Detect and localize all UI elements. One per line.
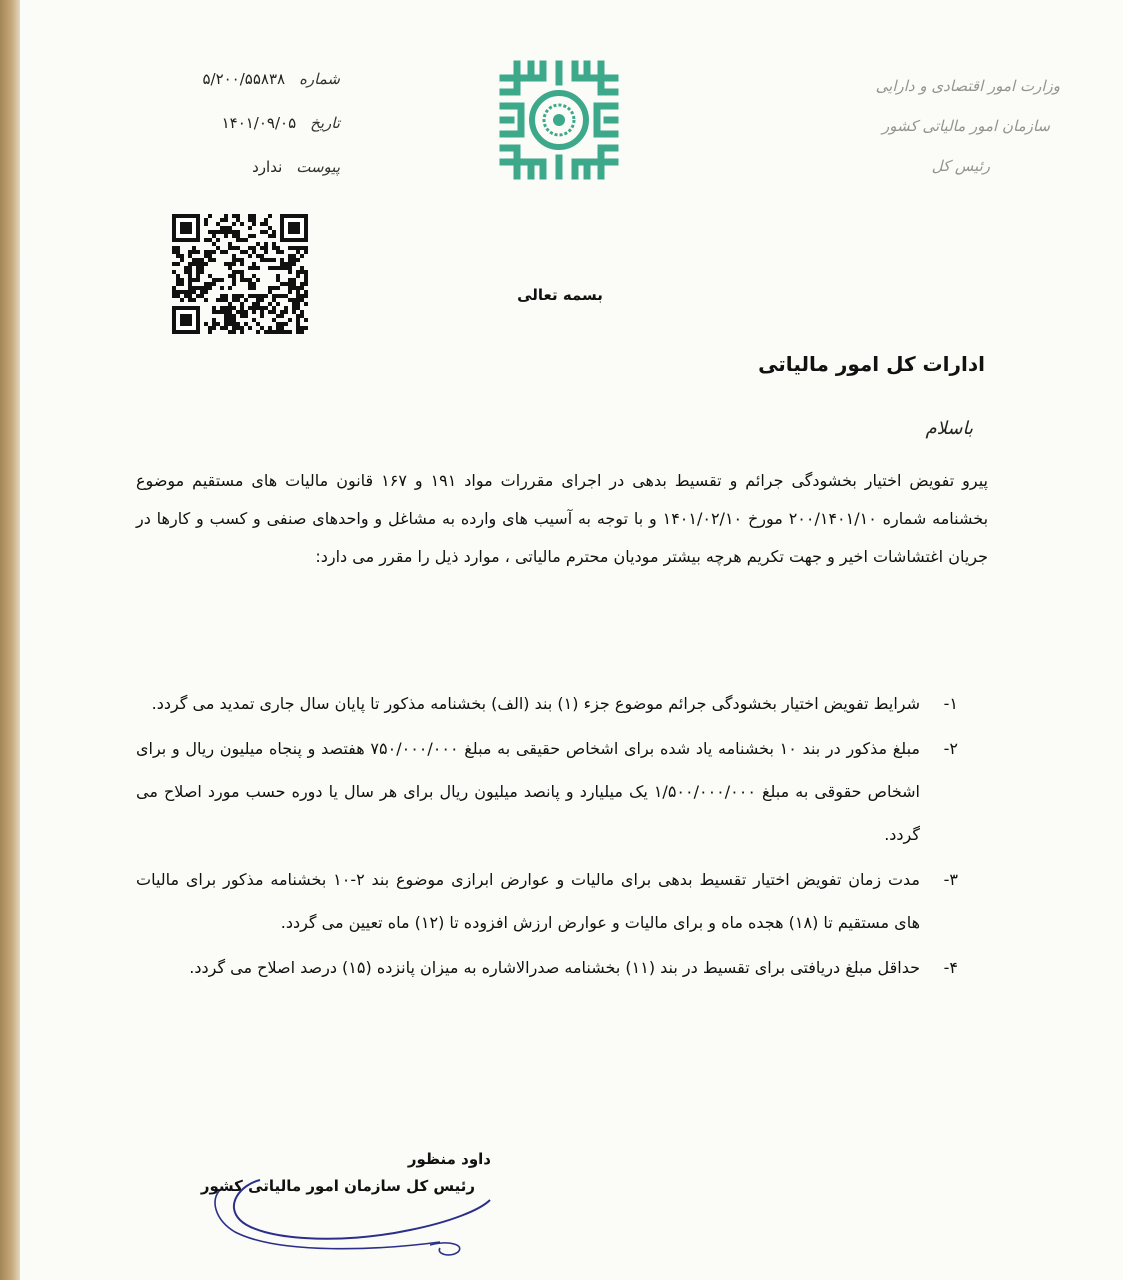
letter-attachment-row [140, 158, 340, 202]
item-text: مدت زمان تفویض اختیار تقسیط بدهی برای مالیات و عوارض ابرازی موضوع بند ۲-۱۰ بخشنامه مذکور برای مالیات های مستقیم تا (۱۸) هجده ماه و برای مالیات و عوارض ارزش افزوده تا (۱۲) ماه تعیین می گردد. [136, 870, 921, 932]
item-number: ۲- [943, 739, 958, 758]
ministry-line-3: رئیس کل [931, 157, 990, 175]
item-number: ۱- [943, 694, 958, 713]
ministry-line-2: سازمان امور مالیاتی کشور [882, 117, 1050, 135]
item-number: ۴- [943, 958, 958, 977]
signatory-title: رئیس کل سازمان امور مالیاتی کشور [200, 1177, 475, 1195]
intro-paragraph: پیرو تفویض اختیار بخشودگی جرائم و تقسیط بدهی در اجرای مقررات مواد ۱۹۱ و ۱۶۷ قانون مالیات های مستقیم موضوع بخشنامه شماره ۲۰۰/۱۴۰۱/۱۰ مورخ ۱۴۰۱/۰۲/۱۰ و با توجه به آسیب های وارده به مشاغل و واحدهای صنفی و کسب و کارها در جریان اغتشاشات اخیر و جهت تکریم هرچه بیشتر مودیان محترم مالیاتی ، موارد ذیل را مقرر می دارد: [136, 471, 989, 566]
letter-attachment-label: پیوست [296, 158, 340, 176]
tax-organization-emblem-icon [497, 58, 621, 182]
list-item [136, 858, 958, 944]
list-item [136, 946, 958, 989]
item-number: ۳- [943, 870, 958, 889]
letter-meta [140, 70, 340, 202]
letter-date-label: تاریخ [310, 114, 340, 132]
letter-date-value: ۱۴۰۱/۰۹/۰۵ [221, 114, 297, 132]
letter-items-list [136, 682, 958, 991]
item-text: مبلغ مذکور در بند ۱۰ بخشنامه یاد شده برای اشخاص حقیقی به مبلغ ۷۵۰/۰۰۰/۰۰۰ هفتصد و پنجاه میلیون ریال و برای اشخاص حقوقی به مبلغ ۱/۵۰۰/۰۰۰/۰۰۰ یک میلیارد و پانصد میلیون ریال برای هر سال یا دوره حسب مورد اصلاح می گردد. [136, 739, 921, 844]
ministry-line-1: وزارت امور اقتصادی و دارایی [875, 77, 1060, 95]
page-left-edge [0, 0, 20, 1280]
list-item [136, 727, 958, 856]
signatory-name: داود منظور [407, 1150, 491, 1168]
letter-date-row [140, 114, 340, 158]
salutation: باسلام [925, 418, 973, 439]
item-text: شرایط تفویض اختیار بخشودگی جرائم موضوع جزء (۱) بند (الف) بخشنامه مذکور تا پایان سال جاری تمدید می گردد. [151, 694, 920, 713]
letter-attachment-value: ندارد [252, 158, 283, 176]
bismillah-heading: بسمه تعالی [517, 286, 603, 304]
item-text: حداقل مبلغ دریافتی برای تقسیط در بند (۱۱) بخشنامه صدرالاشاره به میزان پانزده (۱۵) درصد اصلاح می گردد. [189, 958, 920, 977]
letter-number-value: ۵/۲۰۰/۵۵۸۳۸ [202, 70, 286, 88]
qr-code-icon [172, 214, 308, 334]
letter-number-label: شماره [299, 70, 340, 88]
ministry-header [830, 66, 1060, 186]
list-item [136, 682, 958, 725]
letter-number-row [140, 70, 340, 114]
recipient-heading: ادارات کل امور مالیاتی [758, 352, 985, 376]
